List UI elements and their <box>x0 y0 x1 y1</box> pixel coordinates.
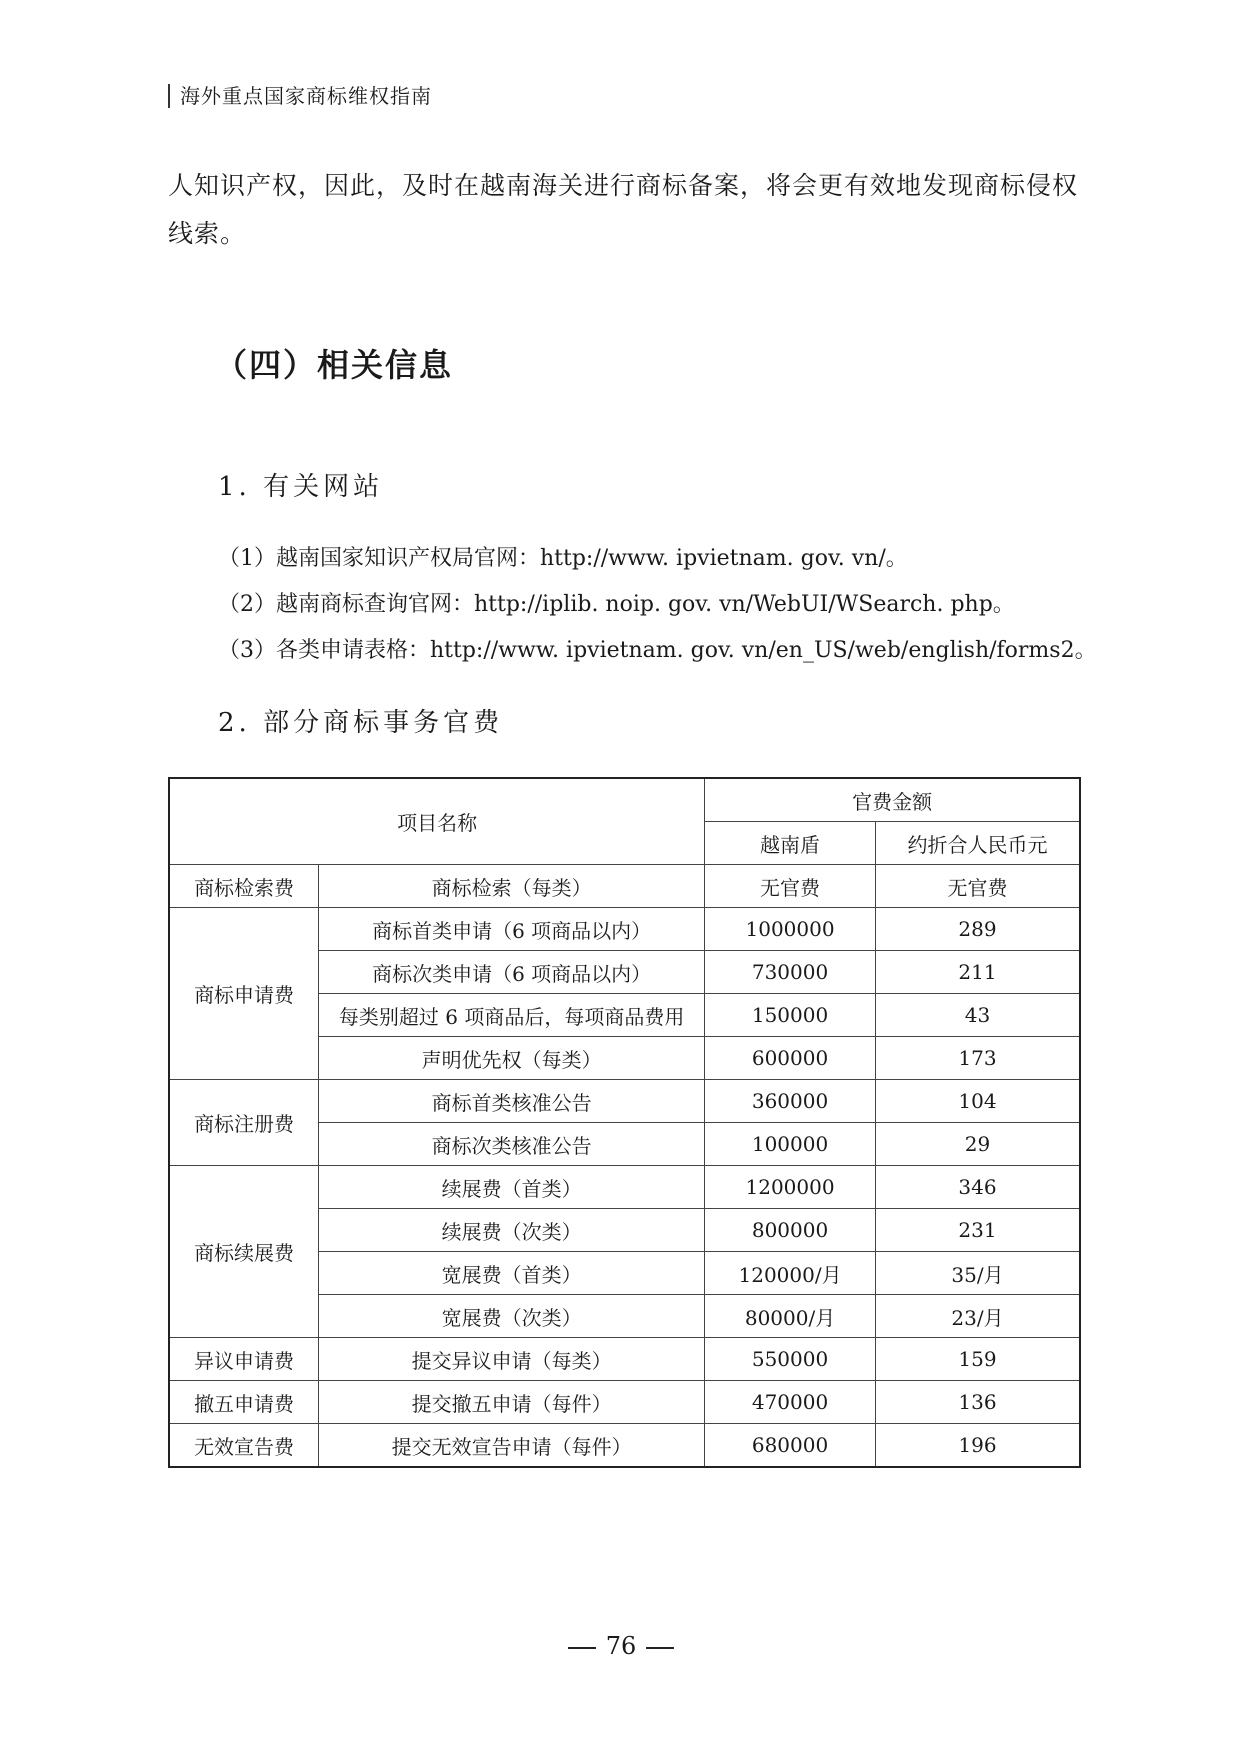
table-row <box>169 1381 1080 1424</box>
item-cell: 提交无效宣告申请（每件） <box>319 1424 705 1468</box>
vnd-cell: 800000 <box>705 1209 876 1252</box>
item-cell: 宽展费（次类） <box>319 1295 705 1338</box>
item-cell: 续展费（首类） <box>319 1166 705 1209</box>
rmb-cell: 289 <box>875 908 1080 951</box>
item-cell: 每类别超过 6 项商品后，每项商品费用 <box>319 994 705 1037</box>
table-row <box>169 1166 1080 1209</box>
rmb-cell: 346 <box>875 1166 1080 1209</box>
category-cell: 异议申请费 <box>169 1338 319 1381</box>
category-cell: 商标续展费 <box>169 1166 319 1338</box>
section-title: （四）相关信息 <box>215 346 454 384</box>
fee-table <box>168 777 1081 1468</box>
intro-paragraph: 人知识产权，因此，及时在越南海关进行商标备案，将会更有效地发现商标侵权线索。 <box>168 171 1079 248</box>
rmb-cell: 231 <box>875 1209 1080 1252</box>
item-cell: 商标次类申请（6 项商品以内） <box>319 951 705 994</box>
page-footer <box>0 1632 1242 1660</box>
rmb-cell: 29 <box>875 1123 1080 1166</box>
vnd-cell: 150000 <box>705 994 876 1037</box>
rmb-cell: 159 <box>875 1338 1080 1381</box>
rmb-cell: 196 <box>875 1424 1080 1468</box>
table-row <box>169 1080 1080 1123</box>
category-cell: 商标注册费 <box>169 1080 319 1166</box>
rmb-cell: 136 <box>875 1381 1080 1424</box>
vnd-cell: 550000 <box>705 1338 876 1381</box>
footer-dash-right <box>646 1647 674 1649</box>
rmb-cell: 23/月 <box>875 1295 1080 1338</box>
vnd-cell: 600000 <box>705 1037 876 1080</box>
page-number: 76 <box>605 1632 637 1660</box>
vnd-cell: 470000 <box>705 1381 876 1424</box>
vnd-cell: 680000 <box>705 1424 876 1468</box>
vnd-cell: 无官费 <box>705 865 876 908</box>
item-cell: 声明优先权（每类） <box>319 1037 705 1080</box>
header-vnd: 越南盾 <box>705 822 876 865</box>
item-cell: 提交撤五申请（每件） <box>319 1381 705 1424</box>
table-row <box>169 865 1080 908</box>
website-item: （3）各类申请表格：http://www. ipvietnam. gov. vn/en_US/web/english/forms2。 <box>218 638 1097 663</box>
item-cell: 提交异议申请（每类） <box>319 1338 705 1381</box>
table-row <box>169 908 1080 951</box>
vnd-cell: 360000 <box>705 1080 876 1123</box>
category-cell: 商标检索费 <box>169 865 319 908</box>
rmb-cell: 104 <box>875 1080 1080 1123</box>
table-row <box>169 1338 1080 1381</box>
item-cell: 商标次类核准公告 <box>319 1123 705 1166</box>
websites-heading: 1. 有关网站 <box>218 472 384 502</box>
vnd-cell: 80000/月 <box>705 1295 876 1338</box>
website-item: （1）越南国家知识产权局官网：http://www. ipvietnam. gov. vn/。 <box>218 546 908 571</box>
item-cell: 商标检索（每类） <box>319 865 705 908</box>
vnd-cell: 120000/月 <box>705 1252 876 1295</box>
vnd-cell: 100000 <box>705 1123 876 1166</box>
running-header: 海外重点国家商标维权指南 <box>168 84 432 108</box>
category-cell: 撤五申请费 <box>169 1381 319 1424</box>
header-item-name: 项目名称 <box>169 778 705 865</box>
rmb-cell: 无官费 <box>875 865 1080 908</box>
footer-dash-left <box>568 1647 596 1649</box>
rmb-cell: 211 <box>875 951 1080 994</box>
vnd-cell: 1000000 <box>705 908 876 951</box>
category-cell: 无效宣告费 <box>169 1424 319 1468</box>
rmb-cell: 35/月 <box>875 1252 1080 1295</box>
website-list <box>218 536 1097 674</box>
rmb-cell: 43 <box>875 994 1080 1037</box>
table-row <box>169 1424 1080 1468</box>
header-official-fee: 官费金额 <box>705 778 1080 822</box>
fees-heading: 2. 部分商标事务官费 <box>218 708 504 738</box>
item-cell: 商标首类核准公告 <box>319 1080 705 1123</box>
vnd-cell: 730000 <box>705 951 876 994</box>
header-rmb: 约折合人民币元 <box>875 822 1080 865</box>
item-cell: 续展费（次类） <box>319 1209 705 1252</box>
website-item: （2）越南商标查询官网：http://iplib. noip. gov. vn/WebUI/WSearch. php。 <box>218 592 1015 617</box>
table-header-row <box>169 778 1080 822</box>
vnd-cell: 1200000 <box>705 1166 876 1209</box>
item-cell: 宽展费（首类） <box>319 1252 705 1295</box>
category-cell: 商标申请费 <box>169 908 319 1080</box>
item-cell: 商标首类申请（6 项商品以内） <box>319 908 705 951</box>
rmb-cell: 173 <box>875 1037 1080 1080</box>
